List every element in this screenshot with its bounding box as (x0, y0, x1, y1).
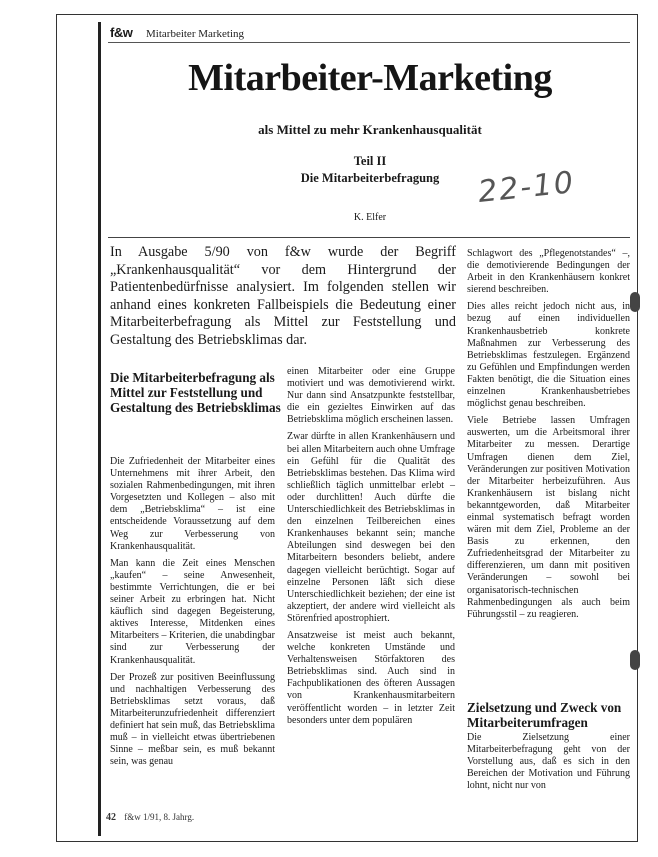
title-divider (108, 237, 630, 238)
binding-hole (630, 292, 640, 312)
issue-info: f&w 1/91, 8. Jahrg. (124, 812, 195, 822)
column-3-continued (467, 732, 630, 797)
handwritten-note: 22-10 (476, 165, 577, 210)
col3-paragraph: Schlagwort des „Pflegenotstandes“ –, die demotivierende Bedingungen der Arbeit in den Krankenhäusern konkret sierend beschreiben. (467, 248, 630, 296)
col2-paragraph: Ansatzweise ist meist auch bekannt, welche konkreten Umstände und Verhaltensweisen Störfaktoren des Betriebsklimas sind. Auch sind in Fachpublikationen des öfteren Aussagen von Krankenhausmitarbeitern veröffentlicht worden – in letzter Zeit besonders unter dem populären (287, 629, 455, 726)
page-footer (106, 812, 194, 823)
article-title: Mitarbeiter-Marketing (188, 57, 552, 99)
column-1-heading: Die Mitarbeiterbefragung als Mittel zur Feststellung und Gestaltung des Betriebsklimas (110, 370, 281, 415)
col1-paragraph: Man kann die Zeit eines Menschen „kaufen“ – seine Anwesenheit, bestimmte Verrichtungen, die er bei seiner Arbeit zu erbringen hat. Nicht käuflich sind dagegen Begeisterung, aktives Interesse, Mitdenken eines Mitarbeiters – Kriterien, die unabdingbar sind zur Verbesserung der Krankenhausqualität. (110, 557, 275, 666)
article-author: K. Elfer (353, 212, 387, 223)
lead-paragraph: In Ausgabe 5/90 von f&w wurde der Begriff „Krankenhausqualität“ vor dem Hintergrund der Patientenbedürfnisse analysiert. Im folgenden stellen wir anhand eines konkreten Fallbeispiels die Bedeutung einer Mitarbeiterbefragung als Mittel zur Feststellung und Gestaltung des Betriebsklimas dar. (110, 244, 456, 348)
col3b-paragraph: Die Zielsetzung einer Mitarbeiterbefragung geht von der Vorstellung aus, daß es sich in den Bereichen der Motivation und Führung lohnt, nicht nur von (467, 732, 630, 792)
article-subtitle: als Mittel zu mehr Krankenhausqualität (258, 122, 482, 137)
article-part-title: Die Mitarbeiterbefragung (300, 171, 440, 185)
article-part: Teil II (353, 154, 387, 168)
col2-paragraph: Zwar dürfte in allen Krankenhäusern und bei allen Mitarbeitern auch ohne Umfrage ein Gefühl für die Qualität des Betriebsklimas bestehen. Das Klima wird schließlich täglich unmittelbar erlebt – oder durchlitten! Auch dürfte die Unterschiedlichkeit des Betriebsklimas in den einzelnen Teilbereichen eines Krankenhauses bekannt sein; manche Abteilungen sind deswegen bei den Mitarbeitern besonders beliebt, andere dagegen vielleicht berüchtigt. Sogar auf einzelne Personen läßt sich diese Unterschiedlichkeit beziehen; der eine ist akzeptiert, der andere wird vielleicht als Störenfried apostrophiert. (287, 431, 455, 624)
page-number: 42 (106, 812, 116, 823)
col1-paragraph: Der Prozeß zur positiven Beeinflussung und nachhaltigen Verbesserung des Betriebsklimas setzt voraus, daß Mitarbeiterunzufriedenheit differenziert definiert hat sein muß, das Betriebsklima muß – in vielleicht etwas übertriebenen Sinne – meßbar sein, es muß bekannt sein, was genau (110, 671, 275, 768)
column-2 (287, 366, 455, 732)
column-1 (110, 456, 275, 773)
journal-logo: f&w (110, 25, 133, 40)
col3-paragraph: Viele Betriebe lassen Umfragen auswerten, um die Arbeitsmoral ihrer Mitarbeiter zu messen. Derartige Umfragen dienen dem Ziel, Veränderungen zur positiven Motivation der Mitarbeiter herbeizuführen. Aus Krankenhäusern ist bislang nicht bekanntgeworden, daß Mitarbeiter einmal systematisch befragt worden wären mit dem Ziel, Probleme an der Basis zu erkennen, den Zufriedenheitsgrad der Mitarbeiter zu differenzieren, um dann mit positiven Veränderungen – sowohl bei organisatorisch-technischen Rahmenbedingungen als auch beim Führungsstil – zu reagieren. (467, 415, 630, 620)
col1-paragraph: Die Zufriedenheit der Mitarbeiter eines Unternehmens mit ihrer Arbeit, den sozialen Rahmenbedingungen, mit ihren Vorgesetzten und Kollegen – also mit dem „Betriebsklima“ – ist eine entscheidende Voraussetzung auf dem Weg zur Verbesserung von Krankenhausqualität. (110, 456, 275, 552)
column-3-heading-block (467, 700, 630, 730)
column-3 (467, 248, 630, 626)
column-1-heading-block (110, 370, 285, 423)
col2-paragraph: einen Mitarbeiter oder eine Gruppe motiviert und was demotivierend wirkt. Nur dann sind Ansatzpunkte feststellbar, die ein gezieltes Einwirken auf das Betriebsklima möglich erscheinen lassen. (287, 366, 455, 426)
col3-paragraph: Dies alles reicht jedoch nicht aus, in bezug auf einen individuellen Krankenhausbetrieb konkrete Maßnahmen zur Verbesserung des Betriebsklimas festzulegen. Ergänzend zu Gefühlen und Empfindungen werden Fakten benötigt, die die Situation eines einzelnen Krankenhausbetriebes möglichst genau beschreiben. (467, 301, 630, 410)
column-3-heading: Zielsetzung und Zweck von Mitarbeiterumfragen (467, 700, 622, 730)
header-section-label: Mitarbeiter Marketing (146, 28, 245, 40)
binding-hole (630, 650, 640, 670)
